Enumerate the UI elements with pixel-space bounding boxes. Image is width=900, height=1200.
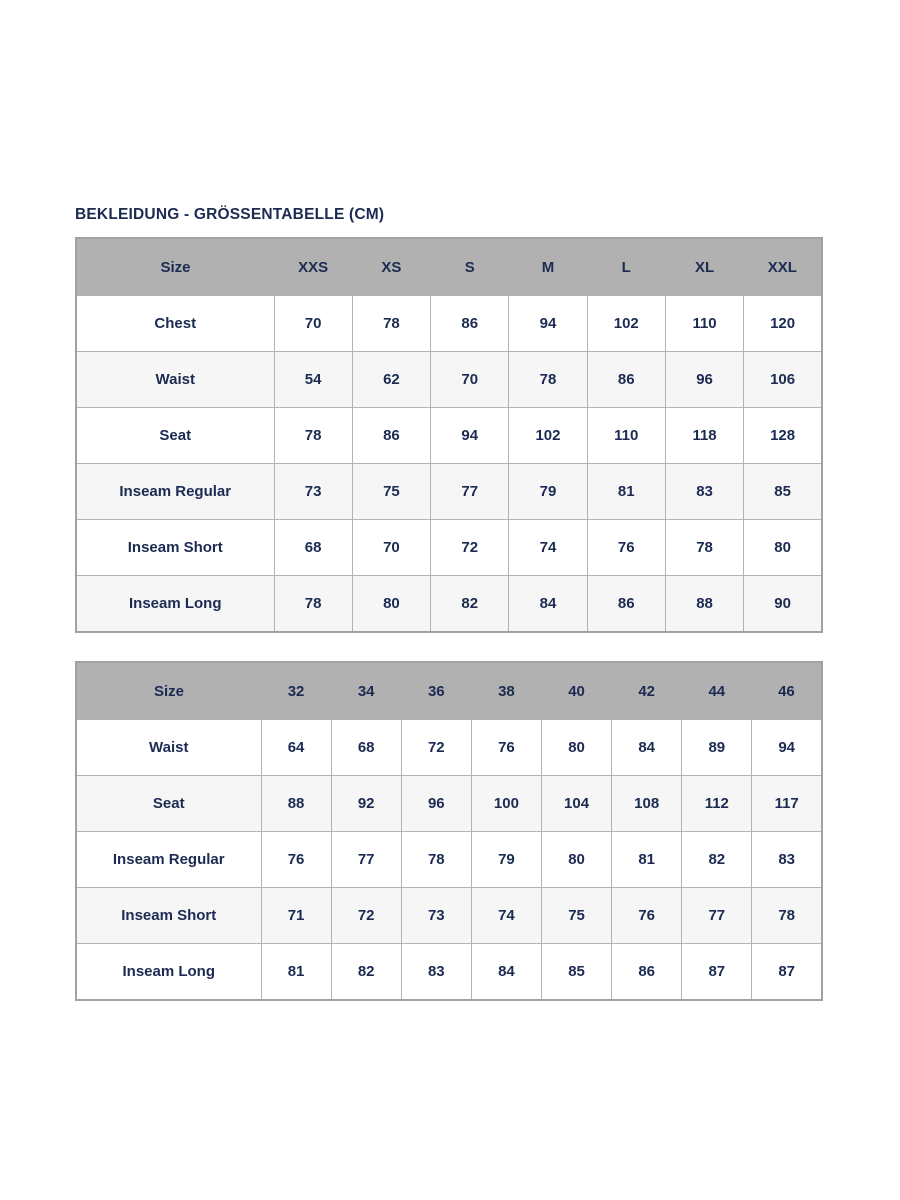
table-cell: 86 xyxy=(587,576,665,633)
table-cell: 120 xyxy=(744,296,822,352)
column-header: L xyxy=(587,238,665,296)
table-cell: 75 xyxy=(542,888,612,944)
table-cell: 76 xyxy=(587,520,665,576)
row-label: Inseam Regular xyxy=(76,832,261,888)
table-cell: 117 xyxy=(752,776,822,832)
table-cell: 100 xyxy=(471,776,541,832)
table-cell: 86 xyxy=(612,944,682,1001)
column-header: XXL xyxy=(744,238,822,296)
table-cell: 74 xyxy=(471,888,541,944)
table-cell: 70 xyxy=(431,352,509,408)
table-cell: 72 xyxy=(331,888,401,944)
table-cell: 90 xyxy=(744,576,822,633)
row-label: Inseam Short xyxy=(76,520,274,576)
table-cell: 89 xyxy=(682,720,752,776)
column-header-size: Size xyxy=(76,662,261,720)
table-cell: 94 xyxy=(509,296,587,352)
table-cell: 68 xyxy=(274,520,352,576)
table-cell: 64 xyxy=(261,720,331,776)
column-header: 38 xyxy=(471,662,541,720)
table-cell: 128 xyxy=(744,408,822,464)
table-cell: 87 xyxy=(682,944,752,1001)
column-header: XS xyxy=(352,238,430,296)
header-row xyxy=(76,662,822,720)
table-row xyxy=(76,944,822,1001)
table-cell: 80 xyxy=(744,520,822,576)
table-cell: 70 xyxy=(352,520,430,576)
column-header: 34 xyxy=(331,662,401,720)
table-cell: 74 xyxy=(509,520,587,576)
table-row xyxy=(76,576,822,633)
table-cell: 79 xyxy=(509,464,587,520)
column-header: 40 xyxy=(542,662,612,720)
table-cell: 94 xyxy=(752,720,822,776)
table-row xyxy=(76,888,822,944)
table-cell: 84 xyxy=(509,576,587,633)
table-cell: 81 xyxy=(612,832,682,888)
table-cell: 104 xyxy=(542,776,612,832)
table-cell: 80 xyxy=(542,832,612,888)
table-cell: 73 xyxy=(274,464,352,520)
size-table-letter-sizes xyxy=(75,237,823,633)
table-cell: 76 xyxy=(612,888,682,944)
table-cell: 72 xyxy=(401,720,471,776)
table-cell: 83 xyxy=(401,944,471,1001)
table-cell: 85 xyxy=(744,464,822,520)
table-cell: 78 xyxy=(752,888,822,944)
table-cell: 108 xyxy=(612,776,682,832)
table-cell: 76 xyxy=(261,832,331,888)
table-cell: 75 xyxy=(352,464,430,520)
table-cell: 83 xyxy=(665,464,743,520)
table-cell: 86 xyxy=(352,408,430,464)
table-cell: 79 xyxy=(471,832,541,888)
row-label: Waist xyxy=(76,720,261,776)
table-cell: 78 xyxy=(352,296,430,352)
table-cell: 82 xyxy=(331,944,401,1001)
table-cell: 118 xyxy=(665,408,743,464)
table-cell: 84 xyxy=(612,720,682,776)
table-cell: 70 xyxy=(274,296,352,352)
row-label: Waist xyxy=(76,352,274,408)
table-cell: 106 xyxy=(744,352,822,408)
table-cell: 96 xyxy=(665,352,743,408)
row-label: Seat xyxy=(76,776,261,832)
table-cell: 68 xyxy=(331,720,401,776)
table-cell: 83 xyxy=(752,832,822,888)
table-row xyxy=(76,720,822,776)
table-cell: 110 xyxy=(587,408,665,464)
table-cell: 78 xyxy=(401,832,471,888)
table-cell: 84 xyxy=(471,944,541,1001)
table-cell: 94 xyxy=(431,408,509,464)
column-header: XL xyxy=(665,238,743,296)
table-row xyxy=(76,352,822,408)
column-header: 44 xyxy=(682,662,752,720)
size-chart-content xyxy=(75,206,823,1001)
table-cell: 80 xyxy=(352,576,430,633)
column-header: 42 xyxy=(612,662,682,720)
table-cell: 62 xyxy=(352,352,430,408)
table-cell: 77 xyxy=(431,464,509,520)
table-cell: 72 xyxy=(431,520,509,576)
table-cell: 81 xyxy=(261,944,331,1001)
row-label: Inseam Long xyxy=(76,576,274,633)
table-cell: 82 xyxy=(682,832,752,888)
table-row xyxy=(76,776,822,832)
table-cell: 77 xyxy=(682,888,752,944)
table-cell: 102 xyxy=(587,296,665,352)
row-label: Inseam Regular xyxy=(76,464,274,520)
table-cell: 85 xyxy=(542,944,612,1001)
table-cell: 87 xyxy=(752,944,822,1001)
column-header: 36 xyxy=(401,662,471,720)
row-label: Inseam Short xyxy=(76,888,261,944)
table-cell: 112 xyxy=(682,776,752,832)
table-cell: 73 xyxy=(401,888,471,944)
row-label: Inseam Long xyxy=(76,944,261,1001)
table-row xyxy=(76,832,822,888)
table-row xyxy=(76,464,822,520)
table-cell: 81 xyxy=(587,464,665,520)
table-cell: 92 xyxy=(331,776,401,832)
table-cell: 86 xyxy=(587,352,665,408)
table-cell: 78 xyxy=(509,352,587,408)
table-row xyxy=(76,408,822,464)
table-row xyxy=(76,296,822,352)
table-cell: 86 xyxy=(431,296,509,352)
table-cell: 77 xyxy=(331,832,401,888)
column-header: 32 xyxy=(261,662,331,720)
size-table-numeric-sizes xyxy=(75,661,823,1001)
table-cell: 82 xyxy=(431,576,509,633)
column-header-size: Size xyxy=(76,238,274,296)
table-cell: 54 xyxy=(274,352,352,408)
header-row xyxy=(76,238,822,296)
table-cell: 80 xyxy=(542,720,612,776)
column-header: M xyxy=(509,238,587,296)
table-cell: 96 xyxy=(401,776,471,832)
table-cell: 78 xyxy=(274,576,352,633)
page-title: BEKLEIDUNG - GRÖSSENTABELLE (CM) xyxy=(75,206,385,223)
table-cell: 88 xyxy=(665,576,743,633)
table-cell: 88 xyxy=(261,776,331,832)
table-cell: 76 xyxy=(471,720,541,776)
column-header: 46 xyxy=(752,662,822,720)
row-label: Seat xyxy=(76,408,274,464)
column-header: XXS xyxy=(274,238,352,296)
table-cell: 78 xyxy=(274,408,352,464)
table-cell: 78 xyxy=(665,520,743,576)
row-label: Chest xyxy=(76,296,274,352)
column-header: S xyxy=(431,238,509,296)
table-cell: 102 xyxy=(509,408,587,464)
table-row xyxy=(76,520,822,576)
table-cell: 71 xyxy=(261,888,331,944)
table-cell: 110 xyxy=(665,296,743,352)
